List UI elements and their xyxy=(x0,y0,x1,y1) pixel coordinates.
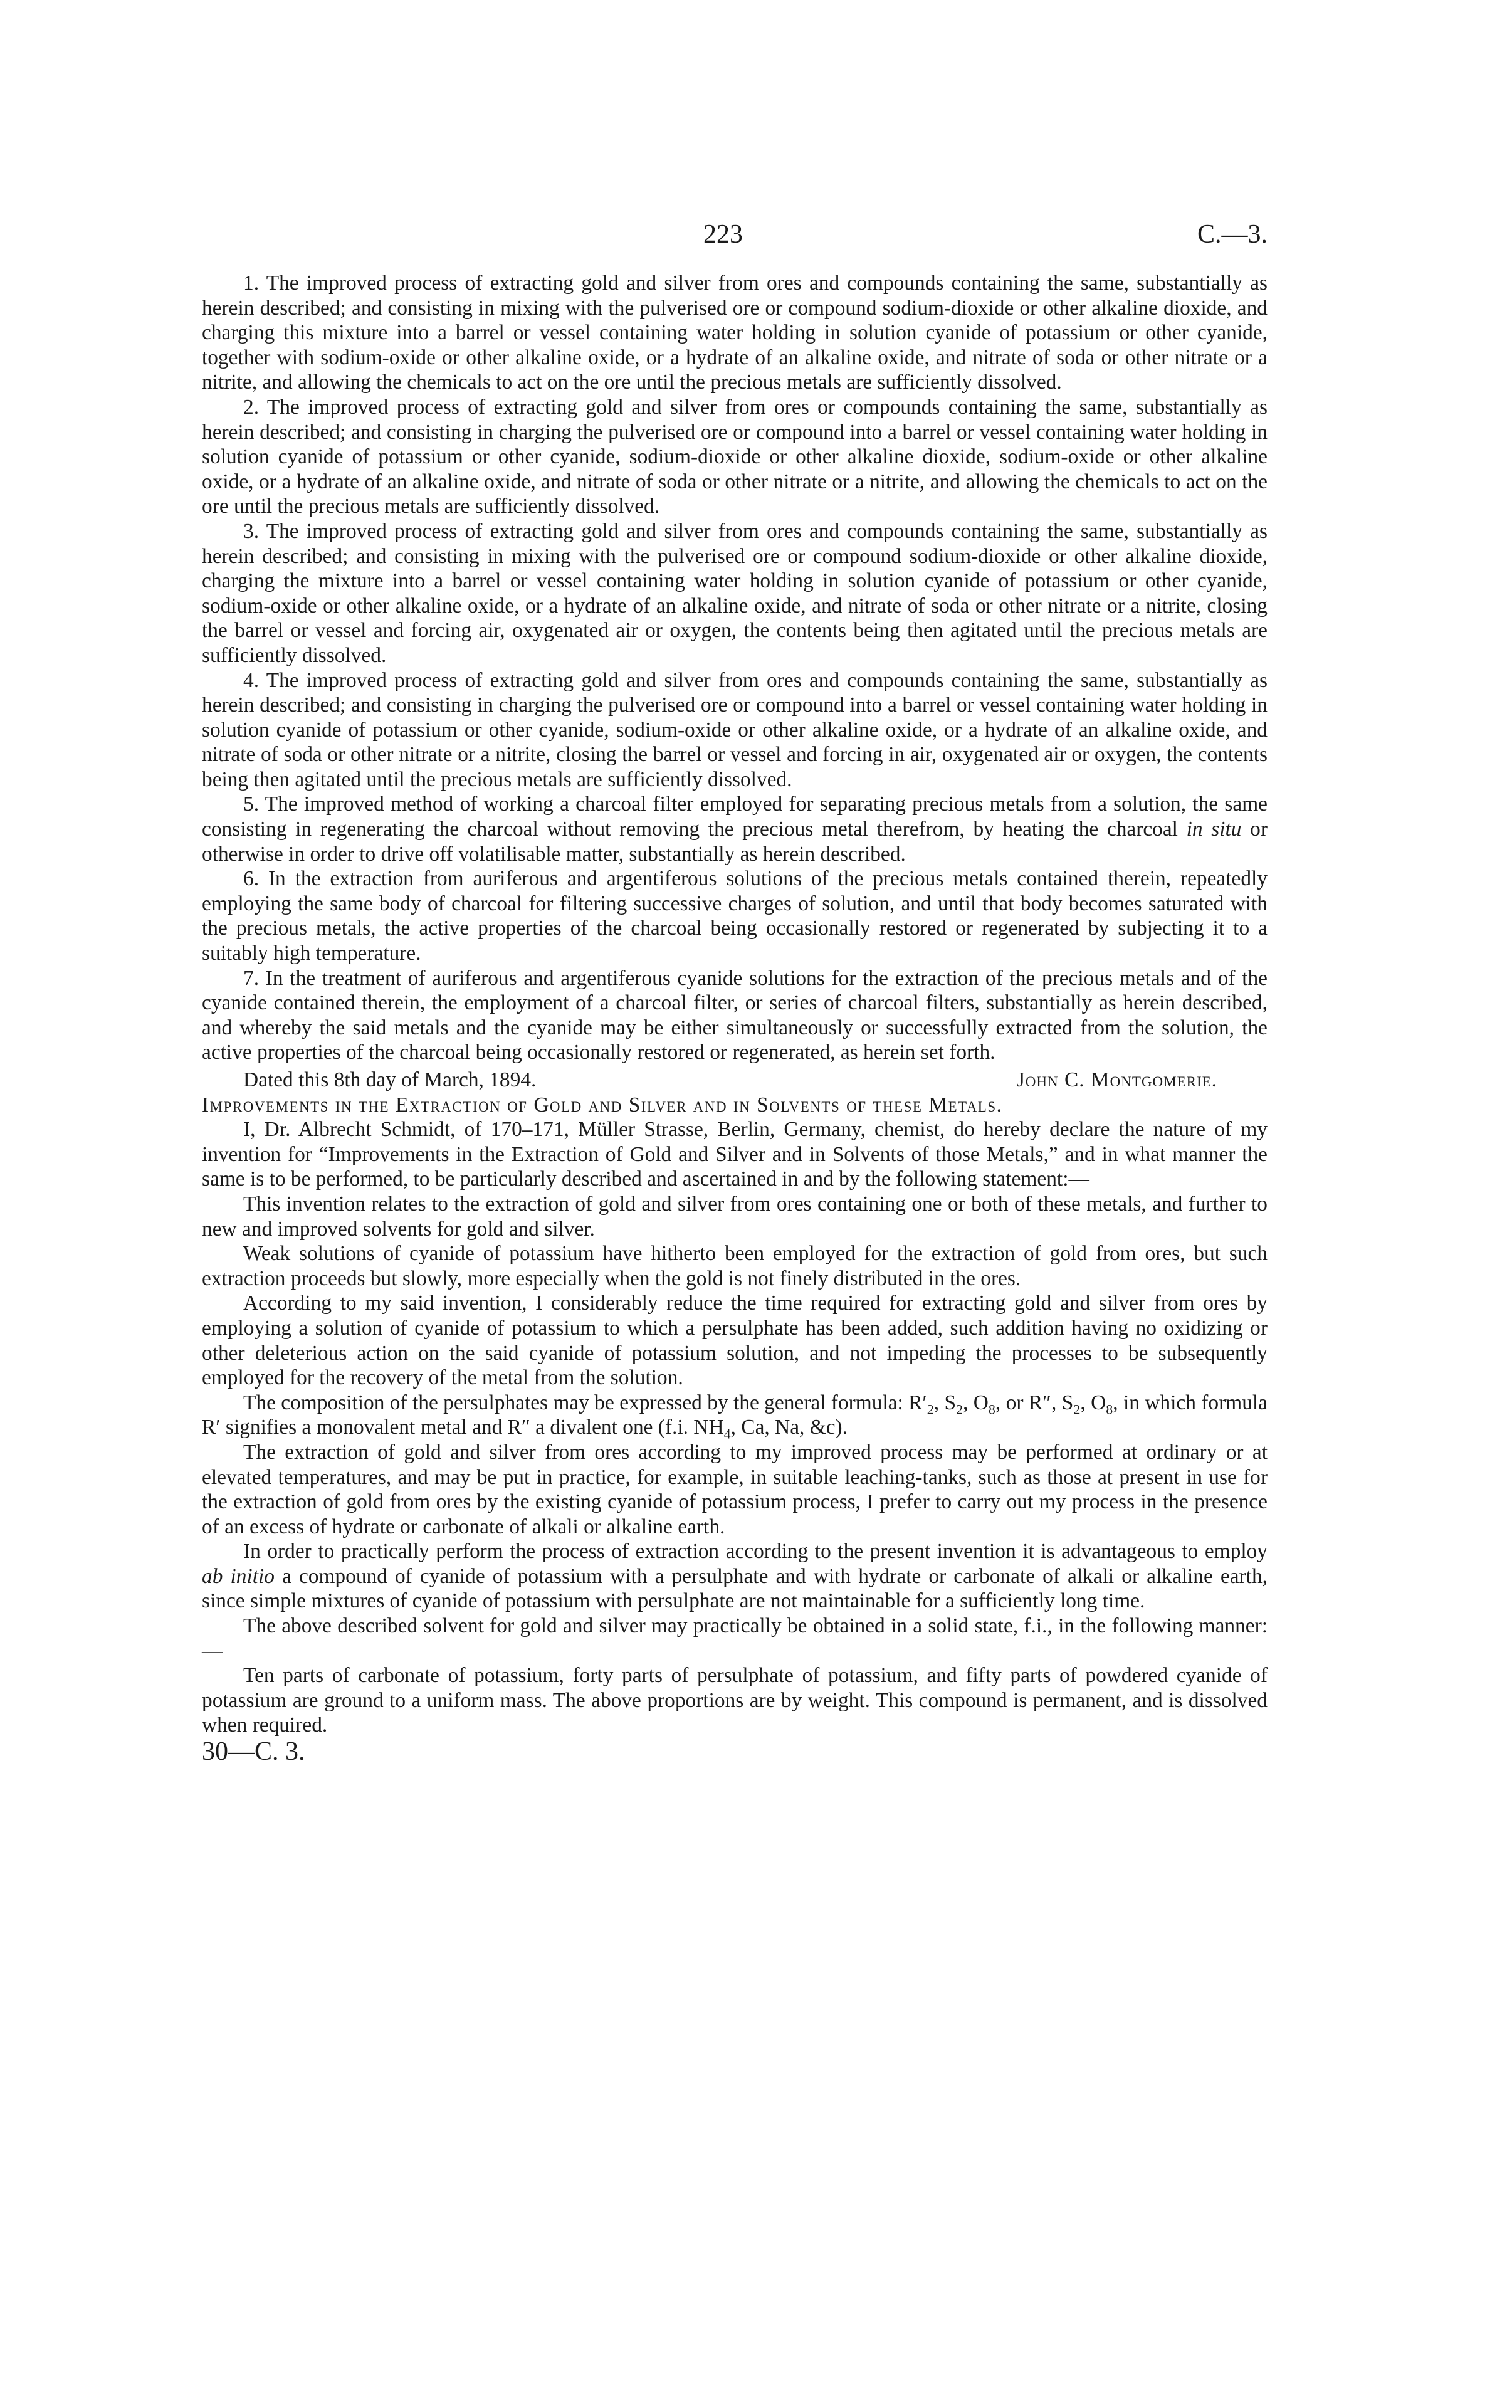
claim-4: 4. The improved process of extracting gold and silver from ores and compounds containing the same, substantially as herein described; and consisting in charging the pulverised ore or compound into a barrel or vessel containing water holding in solution cyanide of potassium or other cyanide, sodium-oxide or other alkaline oxide, or a hydrate of an alkaline oxide, and nitrate of soda or other nitrate or a nitrite, closing the barrel or vessel and forcing in air, oxygenated air or oxygen, the contents being then agitated until the precious metals are sufficiently dissolved. xyxy=(202,668,1268,791)
signature-mark: 30—C. 3. xyxy=(202,1737,305,1767)
claim-2: 2. The improved process of extracting gold and silver from ores or compounds containing the same, substantially as herein described; and consisting in charging the pulverised ore or compound into a barrel or vessel containing water holding in solution cyanide of potassium or other cyanide, sodium-dioxide or other alkaline dioxide, sodium-oxide or other alkaline oxide, or a hydrate of an alkaline oxide, and nitrate of soda or other nitrate or a nitrite, and allowing the chemicals to act on the ore until the precious metals are sufficiently dissolved. xyxy=(202,395,1268,518)
section-title: Improvements in the Extraction of Gold and Silver and in Solvents of these Metals. xyxy=(202,1093,1003,1117)
claim-5: 5. The improved method of working a charcoal filter employed for separating precious metals from a solution, the same consisting in regenerating the charcoal without removing the precious metal therefrom, by heating the charcoal in situ or otherwise in order to drive off volatilisable matter, substantially as herein described. xyxy=(202,792,1268,866)
claim-7: 7. In the treatment of auriferous and argentiferous cyanide solutions for the extraction of the precious metals and of the cyanide contained therein, the employment of a charcoal filter, or series of charcoal filters, substantially as herein described, and whereby the said metals and the cyanide may be either simultaneously or successfully extracted from the solution, the active properties of the charcoal being occasionally restored or regenerated, as herein set forth. xyxy=(202,966,1268,1065)
document-body xyxy=(202,271,1268,1765)
date-signature-line xyxy=(243,1068,1268,1093)
body-paragraph: Ten parts of carbonate of potassium, forty parts of persulphate of potassium, and fifty parts of powdered cyanide of potassium are ground to a uniform mass. The above proportions are by weight. This compound is permanent, and is dissolved when required. xyxy=(202,1664,1268,1737)
formula-paragraph: The composition of the persulphates may be expressed by the general formula: $R'_2$, $S_2$, $O_8$, or R″, $S_2$, $O_8$, in which formula R′ signifies a monovalent metal and R″ a divalent one (f.i. $NH_4$, Ca, Na, &c). xyxy=(202,1391,1268,1442)
claim-3: 3. The improved process of extracting gold and silver from ores and compounds containing the same, substantially as herein described; and consisting in mixing with the pulverised ore or compound sodium-dioxide or other alkaline dioxide, charging the mixture into a barrel or vessel containing water holding in solution cyanide of potassium or other cyanide, sodium-oxide or other alkaline oxide, or a hydrate of an alkaline oxide, and nitrate of soda or other nitrate or a nitrite, closing the barrel or vessel and forcing air, oxygenated air or oxygen, the contents being then agitated until the precious metals are sufficiently dissolved. xyxy=(202,519,1268,667)
document-reference: C.—3. xyxy=(1197,220,1268,249)
body-paragraph: This invention relates to the extraction of gold and silver from ores containing one or both of these metals, and further to new and improved solvents for gold and silver. xyxy=(202,1192,1268,1241)
claim-1: 1. The improved process of extracting gold and silver from ores and compounds containing the same, substantially as herein described; and consisting in mixing with the pulverised ore or compound sodium-dioxide or other alkaline dioxide, and charging this mixture into a barrel or vessel containing water holding in solution cyanide of potassium or other cyanide, together with sodium-oxide or other alkaline oxide, or a hydrate of an alkaline oxide, and nitrate of soda or other nitrate or a nitrite, and allowing the chemicals to act on the ore until the precious metals are sufficiently dissolved. xyxy=(202,271,1268,394)
body-paragraph: Weak solutions of cyanide of potassium have hitherto been employed for the extraction of gold from ores, but such extraction proceeds but slowly, more especially when the gold is not finely distributed in the ores. xyxy=(202,1242,1268,1290)
body-paragraph: The extraction of gold and silver from ores according to my improved process may be performed at ordinary or at elevated temperatures, and may be put in practice, for example, in suitable leaching-tanks, such as those at present in use for the extraction of gold from ores by the existing cyanide of potassium process, I prefer to carry out my process in the presence of an excess of hydrate or carbonate of alkali or alkaline earth. xyxy=(202,1440,1268,1538)
ab-initio-paragraph: In order to practically perform the process of extraction according to the present invention it is advantageous to employ ab initio a compound of cyanide of potassium with a persulphate and with hydrate or carbonate of alkali or alkaline earth, since simple mixtures of cyanide of potassium with persulphate are not maintainable for a sufficiently long time. xyxy=(202,1540,1268,1613)
dated-text: Dated this 8th day of March, 1894. xyxy=(243,1068,537,1091)
page-header xyxy=(202,219,1268,257)
body-paragraph: I, Dr. Albrecht Schmidt, of 170–171, Müller Strasse, Berlin, Germany, chemist, do hereby declare the nature of my invention for “Improvements in the Extraction of Gold and Silver and in Solvents of those Metals,” and in what manner the same is to be performed, to be particularly described and ascertained in and by the following statement:— xyxy=(202,1118,1268,1191)
body-paragraph: According to my said invention, I considerably reduce the time required for extracting gold and silver from ores by employing a solution of cyanide of potassium to which a persulphate has been added, such addition having no oxidizing or other deleterious action on the said cyanide of potassium solution, and not impeding the processes to be subsequently employed for the recovery of the metal from the solution. xyxy=(202,1291,1268,1390)
claim-6: 6. In the extraction from auriferous and argentiferous solutions of the precious metals contained therein, repeatedly employing the same body of charcoal for filtering successive charges of solution, and until that body becomes saturated with the precious metals, the active properties of the charcoal being occasionally restored or regenerated by subjecting it to a suitably high temperature. xyxy=(202,867,1268,965)
page-number: 223 xyxy=(703,220,743,249)
body-paragraph: The above described solvent for gold and silver may practically be obtained in a solid state, f.i., in the following manner:— xyxy=(202,1614,1268,1663)
signature-name: John C. Montgomerie. xyxy=(1016,1068,1217,1091)
